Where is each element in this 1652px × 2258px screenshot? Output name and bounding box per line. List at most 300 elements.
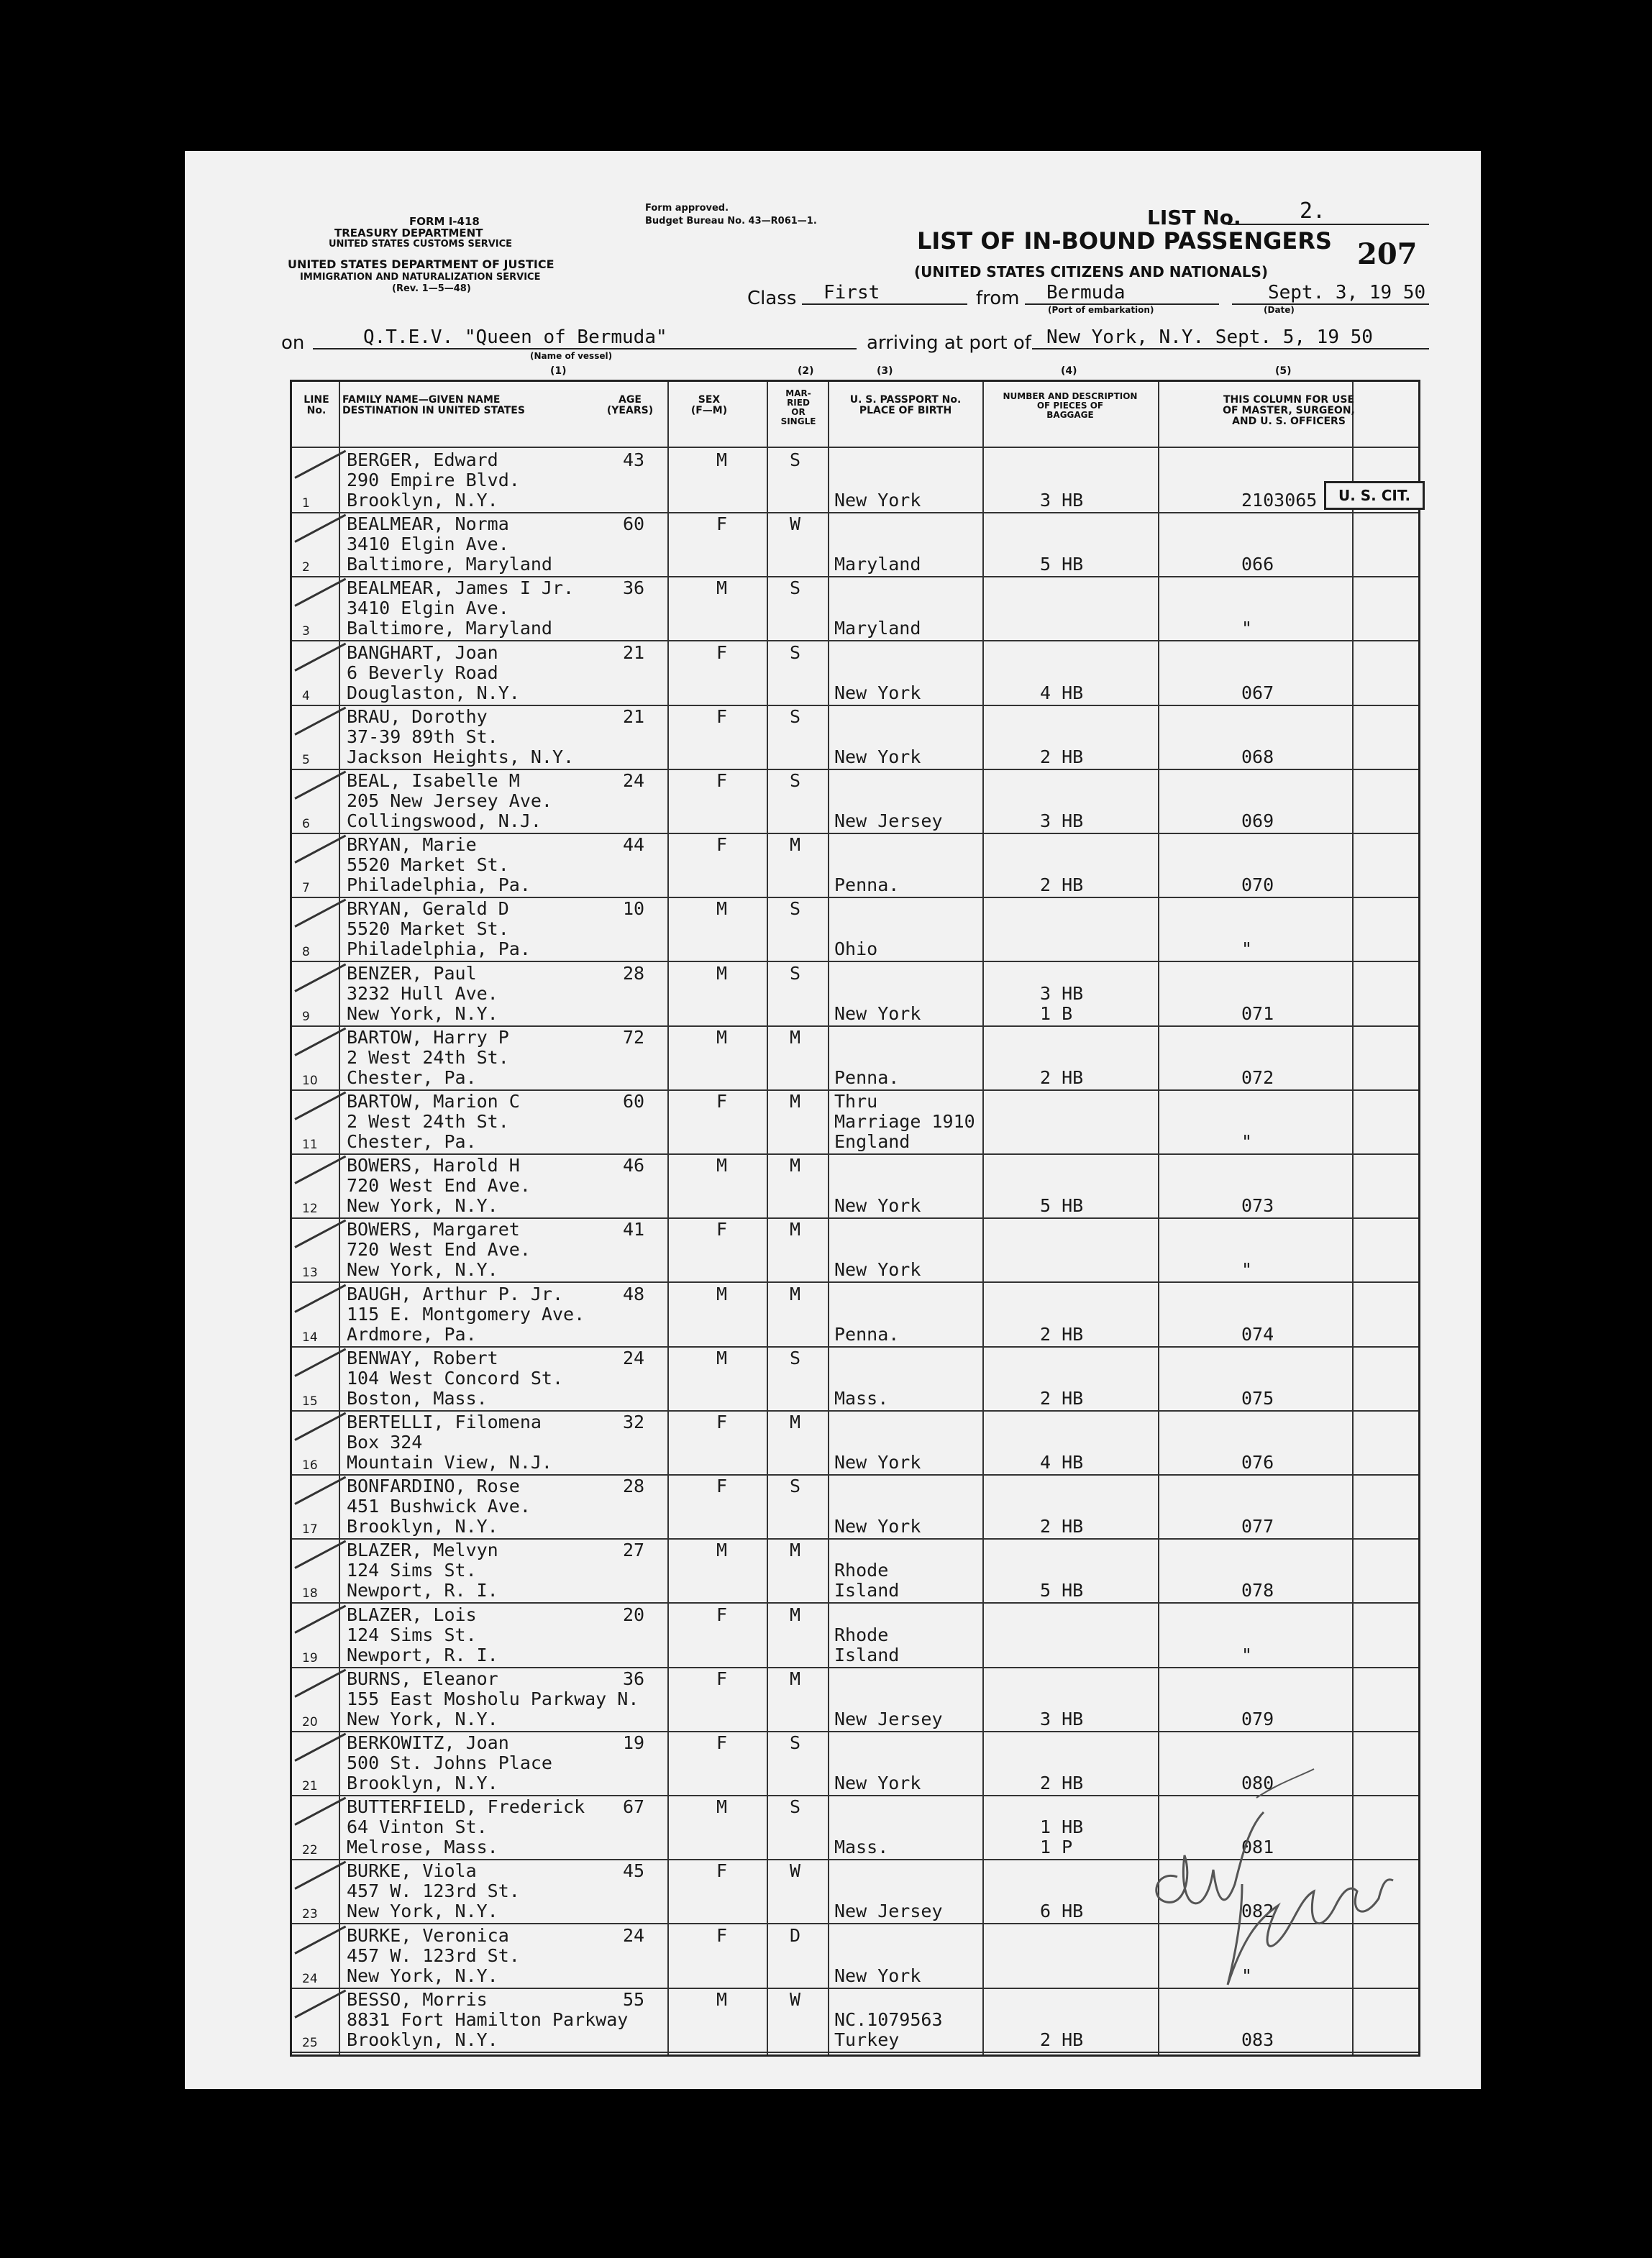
table-row [292, 1282, 1418, 1348]
place-of-birth: New York [834, 1773, 921, 1793]
vessel-caption: (Name of vessel) [530, 351, 613, 361]
age: 20 [623, 1604, 645, 1625]
destination-street: 104 West Concord St. [347, 1367, 564, 1389]
age: 43 [623, 449, 645, 470]
sex: F [716, 641, 728, 663]
marital-status: S [790, 449, 801, 470]
place-of-birth: New York [834, 1452, 921, 1473]
destination-street: 3410 Elgin Ave. [347, 534, 509, 555]
officer-reference: " [1241, 1965, 1253, 1986]
agency-treasury: TREASURY DEPARTMENT [334, 227, 483, 239]
place-of-birth: New York [834, 682, 921, 703]
marital-status: S [790, 898, 801, 920]
marital-status: W [790, 1988, 801, 2010]
destination-street: 155 East Mosholu Parkway N. [347, 1688, 639, 1709]
officer-reference: " [1241, 1131, 1253, 1152]
destination-city: Baltimore, Maryland [347, 554, 552, 575]
sex: F [716, 770, 728, 791]
class-label: Class [747, 288, 797, 309]
destination-city: Philadelphia, Pa. [347, 938, 531, 960]
marital-status: M [790, 1283, 801, 1304]
sex: M [716, 962, 728, 984]
from-label: from [976, 288, 1020, 309]
destination-street: 2 West 24th St. [347, 1111, 509, 1132]
officer-signature [1134, 1755, 1436, 1999]
destination-city: Brooklyn, N.Y. [347, 1773, 498, 1793]
passenger-name: BOWERS, Harold H [347, 1155, 520, 1176]
birth-note-2: Marriage 1910 [834, 1111, 975, 1132]
marital-status: S [790, 962, 801, 984]
destination-street: 451 Bushwick Ave. [347, 1496, 531, 1517]
passenger-name: BEALMEAR, Norma [347, 513, 509, 535]
line-number: 12 [302, 1202, 318, 1217]
check-mark [294, 1733, 346, 1762]
line-number: 8 [302, 945, 310, 960]
col-number-5: (5) [1275, 365, 1292, 377]
passenger-name: BLAZER, Melvyn [347, 1540, 498, 1561]
check-mark [294, 899, 346, 928]
sex: F [716, 1604, 728, 1625]
line-number: 23 [302, 1907, 318, 1922]
officer-reference: " [1241, 1644, 1253, 1665]
check-mark [294, 835, 346, 864]
marital-status: S [790, 1796, 801, 1818]
age: 36 [623, 577, 645, 599]
baggage-2: 3 HB [1040, 1708, 1084, 1729]
officer-reference: 068 [1241, 746, 1274, 767]
place-of-birth: Mass. [834, 1387, 889, 1409]
date-caption: (Date) [1264, 305, 1295, 315]
officer-reference: 074 [1241, 1323, 1274, 1345]
check-mark [294, 771, 346, 800]
check-mark [294, 1027, 346, 1056]
destination-city: Douglaston, N.Y. [347, 682, 520, 703]
sex: F [716, 1476, 728, 1497]
header-officers-use: THIS COLUMN FOR USE OF MASTER, SURGEON, AND U. S. OFFICERS [1223, 394, 1355, 427]
officer-reference: " [1241, 618, 1253, 639]
sex: M [716, 1026, 728, 1048]
age: 10 [623, 898, 645, 920]
age: 45 [623, 1860, 645, 1882]
col-number-2: (2) [798, 365, 814, 377]
destination-city: New York, N.Y. [347, 1002, 498, 1024]
destination-street: 720 West End Ave. [347, 1175, 531, 1197]
destination-city: New York, N.Y. [347, 1708, 498, 1729]
place-of-birth: Island [834, 1644, 900, 1665]
destination-city: New York, N.Y. [347, 1901, 498, 1922]
baggage-2: 2 HB [1040, 1516, 1084, 1537]
sex: M [716, 898, 728, 920]
manifest-page [185, 151, 1481, 2089]
place-of-birth: Maryland [834, 618, 921, 639]
passenger-name: BRYAN, Marie [347, 834, 477, 856]
table-row [292, 897, 1418, 962]
age: 44 [623, 834, 645, 856]
age: 24 [623, 1347, 645, 1368]
table-row [292, 1153, 1418, 1219]
line-number: 4 [302, 688, 310, 703]
baggage-2: 2 HB [1040, 746, 1084, 767]
marital-status: M [790, 1604, 801, 1625]
marital-status: S [790, 641, 801, 663]
destination-street: 115 E. Montgomery Ave. [347, 1303, 585, 1325]
age: 21 [623, 705, 645, 727]
marital-status: M [790, 1540, 801, 1561]
baggage-2: 6 HB [1040, 1901, 1084, 1922]
line-number: 18 [302, 1586, 318, 1601]
header-line-no: LINE No. [304, 394, 329, 416]
age: 55 [623, 1988, 645, 2010]
line-number: 21 [302, 1779, 318, 1793]
baggage-1: 1 HB [1040, 1816, 1084, 1838]
line-number: 14 [302, 1330, 318, 1345]
form-approved: Form approved. [645, 203, 729, 214]
check-mark [294, 578, 346, 607]
destination-city: Melrose, Mass. [347, 1837, 498, 1858]
line-number: 11 [302, 1138, 318, 1152]
check-mark [294, 1604, 346, 1633]
place-of-birth: Penna. [834, 874, 900, 896]
place-of-birth: New York [834, 1002, 921, 1024]
marital-status: W [790, 1860, 801, 1882]
place-of-birth: New York [834, 1195, 921, 1217]
age: 67 [623, 1796, 645, 1818]
place-of-birth: New York [834, 1259, 921, 1281]
marital-status: M [790, 1219, 801, 1240]
passenger-name: BAUGH, Arthur P. Jr. [347, 1283, 564, 1304]
marital-status: S [790, 705, 801, 727]
age: 24 [623, 1924, 645, 1946]
line-number: 24 [302, 1971, 318, 1986]
officer-reference: 075 [1241, 1387, 1274, 1409]
form-title: LIST OF IN-BOUND PASSENGERS [917, 227, 1332, 255]
budget-bureau: Budget Bureau No. 43—R061—1. [645, 216, 817, 227]
sex: M [716, 1796, 728, 1818]
destination-city: Baltimore, Maryland [347, 618, 552, 639]
place-of-birth: England [834, 1131, 911, 1152]
check-mark [294, 1476, 346, 1505]
destination-street: 5520 Market St. [347, 918, 509, 940]
place-of-birth: New York [834, 1516, 921, 1537]
baggage-2: 5 HB [1040, 1580, 1084, 1601]
marital-status: S [790, 1732, 801, 1753]
age: 41 [623, 1219, 645, 1240]
baggage-2: 5 HB [1040, 554, 1084, 575]
form-subtitle: (UNITED STATES CITIZENS AND NATIONALS) [914, 263, 1269, 280]
passenger-name: BURNS, Eleanor [347, 1668, 498, 1689]
baggage-2: 2 HB [1040, 1323, 1084, 1345]
line-number: 5 [302, 752, 310, 767]
passenger-name: BUTTERFIELD, Frederick [347, 1796, 585, 1818]
vessel-name: Q.T.E.V. "Queen of Bermuda" [313, 326, 857, 349]
passenger-name: BRAU, Dorothy [347, 705, 488, 727]
destination-city: Chester, Pa. [347, 1131, 477, 1152]
age: 60 [623, 1091, 645, 1112]
embarkation-date: Sept. 3, 19 50 [1232, 282, 1429, 305]
list-number: 2. [1228, 198, 1429, 225]
passenger-name: BERGER, Edward [347, 449, 498, 470]
line-number: 22 [302, 1843, 318, 1858]
table-row [292, 1603, 1418, 1668]
birth-note-2: NC.1079563 [834, 2008, 943, 2030]
sex: M [716, 1988, 728, 2010]
place-of-birth: Turkey [834, 2029, 900, 2050]
line-number: 16 [302, 1458, 318, 1473]
line-number: 9 [302, 1009, 310, 1024]
sex: F [716, 1412, 728, 1432]
col-number-1: (1) [550, 365, 567, 377]
age: 32 [623, 1412, 645, 1432]
officer-reference: 070 [1241, 874, 1274, 896]
check-mark [294, 1284, 346, 1312]
table-row [292, 1217, 1418, 1283]
table-row [292, 769, 1418, 834]
passenger-name: BENZER, Paul [347, 962, 477, 984]
agency-customs: UNITED STATES CUSTOMS SERVICE [329, 239, 513, 250]
header-name-destination: FAMILY NAME—GIVEN NAME DESTINATION IN UNITED STATES [342, 394, 525, 416]
line-number: 10 [302, 1073, 318, 1088]
place-of-birth: Penna. [834, 1323, 900, 1345]
sex: M [716, 449, 728, 470]
destination-city: Mountain View, N.J. [347, 1452, 552, 1473]
place-of-birth: New Jersey [834, 1901, 943, 1922]
birth-note-2: Rhode [834, 1560, 889, 1581]
check-mark [294, 1540, 346, 1569]
table-row [292, 961, 1418, 1027]
destination-city: Brooklyn, N.Y. [347, 490, 498, 511]
table-row [292, 1025, 1418, 1091]
us-citizen-stamp: U. S. CIT. [1324, 481, 1425, 510]
baggage-2: 2 HB [1040, 874, 1084, 896]
table-row [292, 1346, 1418, 1412]
passenger-name: BURKE, Veronica [347, 1924, 509, 1946]
passenger-name: BARTOW, Harry P [347, 1026, 509, 1048]
officer-reference: 067 [1241, 682, 1274, 703]
class-value: First [802, 282, 967, 305]
header-sex: SEX (F—M) [690, 394, 728, 416]
age: 21 [623, 641, 645, 663]
table-row [292, 1410, 1418, 1476]
marital-status: M [790, 1091, 801, 1112]
marital-status: M [790, 834, 801, 856]
destination-street: 124 Sims St. [347, 1560, 477, 1581]
passenger-name: BERTELLI, Filomena [347, 1412, 542, 1432]
line-number: 15 [302, 1394, 318, 1409]
form-number: FORM I-418 [409, 215, 480, 228]
destination-city: New York, N.Y. [347, 1965, 498, 1986]
page-number: 207 [1357, 237, 1418, 271]
sex: F [716, 1668, 728, 1689]
officer-reference: 081 [1241, 1837, 1274, 1858]
destination-street: 37-39 89th St. [347, 726, 498, 747]
line-number: 25 [302, 2035, 318, 2050]
agency-justice: UNITED STATES DEPARTMENT OF JUSTICE [288, 257, 555, 271]
destination-city: New York, N.Y. [347, 1259, 498, 1281]
check-mark [294, 1861, 346, 1890]
sex: M [716, 1540, 728, 1561]
destination-street: 205 New Jersey Ave. [347, 790, 552, 811]
destination-city: Chester, Pa. [347, 1066, 477, 1088]
check-mark [294, 514, 346, 543]
destination-city: Newport, R. I. [347, 1644, 498, 1665]
passenger-name: BESSO, Morris [347, 1988, 488, 2010]
sex: M [716, 577, 728, 599]
check-mark [294, 450, 346, 479]
table-row [292, 1474, 1418, 1540]
officer-reference: " [1241, 938, 1253, 960]
age: 60 [623, 513, 645, 535]
table-row [292, 705, 1418, 770]
agency-ins: IMMIGRATION AND NATURALIZATION SERVICE [300, 272, 541, 283]
line-number: 1 [302, 496, 310, 511]
destination-street: 5520 Market St. [347, 854, 509, 876]
passenger-name: BRYAN, Gerald D [347, 898, 509, 920]
destination-city: Collingswood, N.J. [347, 810, 542, 831]
age: 28 [623, 962, 645, 984]
header-married-single: MAR- RIED OR SINGLE [780, 388, 816, 426]
age: 24 [623, 770, 645, 791]
place-of-birth: New Jersey [834, 1708, 943, 1729]
place-of-birth: New York [834, 746, 921, 767]
sex: M [716, 1155, 728, 1176]
marital-status: M [790, 1668, 801, 1689]
line-number: 19 [302, 1650, 318, 1665]
marital-status: M [790, 1026, 801, 1048]
baggage-2: 4 HB [1040, 682, 1084, 703]
marital-status: D [790, 1924, 801, 1946]
table-row [292, 1667, 1418, 1732]
check-mark [294, 1412, 346, 1441]
passenger-name: BURKE, Viola [347, 1860, 477, 1882]
officer-reference: 2103065 [1241, 490, 1318, 511]
destination-city: Newport, R. I. [347, 1580, 498, 1601]
baggage-2: 4 HB [1040, 1452, 1084, 1473]
destination-street: 457 W. 123rd St. [347, 1880, 520, 1902]
table-row [292, 641, 1418, 706]
passenger-name: BENWAY, Robert [347, 1347, 498, 1368]
officer-reference: 072 [1241, 1066, 1274, 1088]
destination-street: 8831 Fort Hamilton Parkway [347, 2008, 629, 2030]
age: 27 [623, 1540, 645, 1561]
age: 48 [623, 1283, 645, 1304]
marital-status: S [790, 770, 801, 791]
officer-reference: 079 [1241, 1708, 1274, 1729]
destination-city: Brooklyn, N.Y. [347, 2029, 498, 2050]
place-of-birth: Island [834, 1580, 900, 1601]
marital-status: W [790, 513, 801, 535]
baggage-1: 3 HB [1040, 982, 1084, 1004]
destination-street: 6 Beverly Road [347, 662, 498, 683]
port-of-embarkation: Bermuda [1025, 282, 1219, 305]
place-of-birth: Mass. [834, 1837, 889, 1858]
check-mark [294, 1156, 346, 1184]
passenger-name: BEALMEAR, James I Jr. [347, 577, 575, 599]
place-of-birth: Ohio [834, 938, 878, 960]
sex: F [716, 834, 728, 856]
table-row [292, 512, 1418, 577]
destination-city: Ardmore, Pa. [347, 1323, 477, 1345]
age: 46 [623, 1155, 645, 1176]
destination-city: Philadelphia, Pa. [347, 874, 531, 896]
sex: F [716, 1219, 728, 1240]
officer-reference: 078 [1241, 1580, 1274, 1601]
line-number: 6 [302, 817, 310, 831]
baggage-2: 2 HB [1040, 2029, 1084, 2050]
header-passport-birth: U. S. PASSPORT No. PLACE OF BIRTH [849, 394, 962, 416]
destination-city: Brooklyn, N.Y. [347, 1516, 498, 1537]
arrival-port-date: New York, N.Y. Sept. 5, 19 50 [1032, 326, 1429, 349]
destination-street: 290 Empire Blvd. [347, 470, 520, 490]
age: 72 [623, 1026, 645, 1048]
line-number: 20 [302, 1714, 318, 1729]
baggage-2: 5 HB [1040, 1195, 1084, 1217]
marital-status: S [790, 1347, 801, 1368]
form-revision: (Rev. 1—5—48) [392, 283, 471, 294]
table-row [292, 448, 1418, 513]
check-mark [294, 1348, 346, 1376]
sex: M [716, 1347, 728, 1368]
table-row [292, 833, 1418, 898]
sex: F [716, 513, 728, 535]
officer-reference: 077 [1241, 1516, 1274, 1537]
officer-reference: 071 [1241, 1002, 1274, 1024]
on-label: on [281, 332, 305, 354]
baggage-2: 1 B [1040, 1002, 1073, 1024]
col-number-4: (4) [1061, 365, 1077, 377]
officer-reference: 069 [1241, 810, 1274, 831]
col-number-3: (3) [877, 365, 893, 377]
destination-street: 720 West End Ave. [347, 1239, 531, 1261]
destination-street: Box 324 [347, 1432, 423, 1453]
table-row [292, 576, 1418, 641]
destination-street: 3410 Elgin Ave. [347, 598, 509, 619]
passenger-name: BOWERS, Margaret [347, 1219, 520, 1240]
officer-reference: " [1241, 1259, 1253, 1281]
destination-street: 457 W. 123rd St. [347, 1944, 520, 1966]
baggage-2: 3 HB [1040, 810, 1084, 831]
header-baggage: NUMBER AND DESCRIPTION OF PIECES OF BAGGAGE [1003, 391, 1138, 420]
officer-reference: 083 [1241, 2029, 1274, 2050]
check-mark [294, 706, 346, 735]
passenger-name: BERKOWITZ, Joan [347, 1732, 509, 1753]
officer-reference: 073 [1241, 1195, 1274, 1217]
sex: M [716, 1283, 728, 1304]
baggage-2: 1 P [1040, 1837, 1073, 1858]
officer-reference: 076 [1241, 1452, 1274, 1473]
line-number: 17 [302, 1522, 318, 1537]
destination-street: 500 St. Johns Place [347, 1752, 552, 1773]
sex: F [716, 705, 728, 727]
header-age: AGE (YEARS) [606, 394, 654, 416]
arriving-label: arriving at port of [867, 332, 1031, 354]
line-number: 3 [302, 624, 310, 639]
passenger-name: BARTOW, Marion C [347, 1091, 520, 1112]
age: 36 [623, 1668, 645, 1689]
line-number: 2 [302, 560, 310, 575]
table-row [292, 1089, 1418, 1155]
passenger-name: BONFARDINO, Rose [347, 1476, 520, 1497]
check-mark [294, 1797, 346, 1826]
passenger-name: BLAZER, Lois [347, 1604, 477, 1625]
check-mark [294, 1220, 346, 1248]
officer-reference: 080 [1241, 1773, 1274, 1793]
place-of-birth: New York [834, 490, 921, 511]
port-caption: (Port of embarkation) [1048, 305, 1154, 315]
sex: F [716, 1732, 728, 1753]
officer-reference: 066 [1241, 554, 1274, 575]
marital-status: M [790, 1155, 801, 1176]
destination-street: 124 Sims St. [347, 1624, 477, 1645]
